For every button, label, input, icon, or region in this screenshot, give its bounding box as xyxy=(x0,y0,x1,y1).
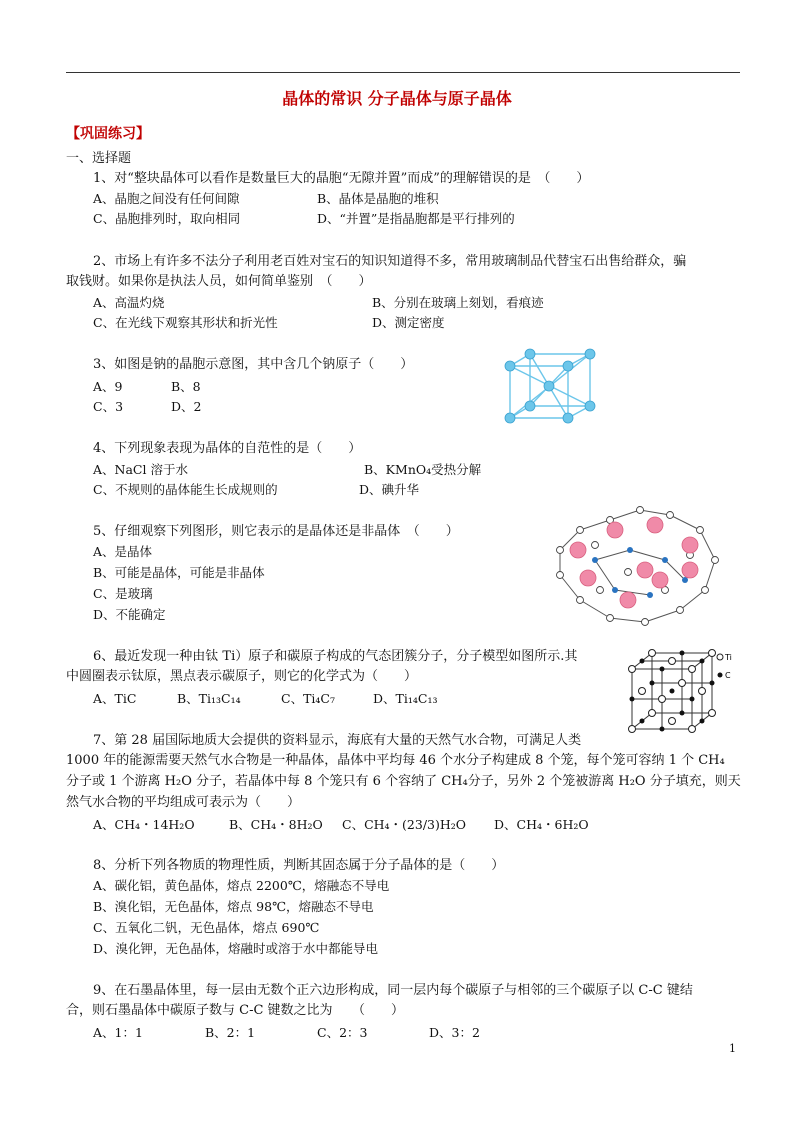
q2-option-b: B、分别在玻璃上刻划，看痕迹 xyxy=(372,295,544,310)
part-heading: 一、选择题 xyxy=(66,151,132,166)
q3-option-c: C、3 xyxy=(93,399,124,414)
q3-stem: 3、如图是钠的晶胞示意图，其中含几个钠原子（ ） xyxy=(93,357,414,372)
sodium-unit-cell-figure xyxy=(500,346,604,428)
q6-option-d: D、Ti₁₄C₁₃ xyxy=(373,691,438,706)
q4-option-b: B、KMnO₄受热分解 xyxy=(364,462,482,477)
q3-option-d: D、2 xyxy=(171,399,202,414)
q8-option-a: A、碳化铝，黄色晶体，熔点 2200℃，熔融态不导电 xyxy=(93,878,390,893)
q4-option-c: C、不规则的晶体能生长成规则的 xyxy=(93,482,278,497)
q9-option-b: B、2：1 xyxy=(205,1025,256,1040)
q3-option-b: B、8 xyxy=(171,379,201,394)
q2-option-d: D、测定密度 xyxy=(372,315,445,330)
q2-option-a: A、高温灼烧 xyxy=(93,295,165,310)
header-rule xyxy=(66,72,740,73)
legend-c-label: C xyxy=(725,671,731,680)
q4-option-d: D、碘升华 xyxy=(359,482,420,497)
legend-ti-label: Ti xyxy=(725,653,732,662)
section-label: 【巩固练习】 xyxy=(66,126,150,142)
q7-option-a: A、CH₄・14H₂O xyxy=(93,817,195,832)
q7-stem-line3: 分子或 1 个游离 H₂O 分子，若晶体中每 8 个笼只有 6 个容纳了 CH₄分子，另外 2 个笼被游离 H₂O 分子填充，则天 xyxy=(66,774,741,789)
q1-option-c: C、晶胞排列时，取向相同 xyxy=(93,211,241,226)
q5-option-b: B、可能是晶体，可能是非晶体 xyxy=(93,565,265,580)
q8-option-b: B、溴化铝，无色晶体，熔点 98℃，熔融态不导电 xyxy=(93,899,374,914)
q9-option-d: D、3：2 xyxy=(429,1025,480,1040)
q7-option-b: B、CH₄・8H₂O xyxy=(229,817,323,832)
q8-option-d: D、溴化钾，无色晶体，熔融时或溶于水中都能导电 xyxy=(93,941,379,956)
q2-stem-line2: 取钱财。如果你是执法人员，如何简单鉴别 （ ） xyxy=(66,274,372,289)
titanium-carbide-cluster-figure xyxy=(626,647,740,737)
q7-option-d: D、CH₄・6H₂O xyxy=(494,817,589,832)
q1-option-b: B、晶体是晶胞的堆积 xyxy=(317,191,439,206)
page-title: 晶体的常识 分子晶体与原子晶体 xyxy=(282,89,512,108)
q7-option-c: C、CH₄・(23/3)H₂O xyxy=(342,817,467,832)
q4-stem: 4、下列现象表现为晶体的自范性的是（ ） xyxy=(93,441,362,456)
q1-stem: 1、对“整块晶体可以看作是数量巨大的晶胞“无隙并置”而成”的理解错误的是 （ ） xyxy=(93,171,590,186)
q9-option-a: A、1：1 xyxy=(93,1025,143,1040)
amorphous-structure-figure xyxy=(540,490,730,635)
q6-option-b: B、Ti₁₃C₁₄ xyxy=(177,691,241,706)
q8-stem: 8、分析下列各物质的物理性质，判断其固态属于分子晶体的是（ ） xyxy=(93,858,505,873)
q2-option-c: C、在光线下观察其形状和折光性 xyxy=(93,315,278,330)
q5-stem: 5、仔细观察下列图形，则它表示的是晶体还是非晶体 （ ） xyxy=(93,524,459,539)
q7-stem-line4: 然气水合物的平均组成可表示为（ ） xyxy=(66,795,301,810)
q9-option-c: C、2：3 xyxy=(317,1025,368,1040)
q2-stem-line1: 2、市场上有许多不法分子利用老百姓对宝石的知识知道得不多，常用玻璃制品代替宝石出售给群众，骗 xyxy=(93,254,687,269)
q1-option-a: A、晶胞之间没有任何间隙 xyxy=(93,191,240,206)
q3-option-a: A、9 xyxy=(93,379,123,394)
q9-stem-line2: 合，则石墨晶体中碳原子数与 C-C 键数之比为 （ ） xyxy=(66,1003,405,1018)
q8-option-c: C、五氧化二钒，无色晶体，熔点 690℃ xyxy=(93,920,320,935)
q5-option-d: D、不能确定 xyxy=(93,607,166,622)
q7-stem-line1: 7、第 28 届国际地质大会提供的资料显示，海底有大量的天然气水合物，可满足人类 xyxy=(93,733,582,748)
q6-stem-line2: 中圆圈表示钛原，黑点表示碳原子，则它的化学式为（ ） xyxy=(66,669,418,684)
q6-stem-line1: 6、最近发现一种由钛 Ti）原子和碳原子构成的气态团簇分子，分子模型如图所示.其 xyxy=(93,649,578,664)
q9-stem-line1: 9、在石墨晶体里，每一层由无数个正六边形构成，同一层内每个碳原子与相邻的三个碳原子以 C-C 键结 xyxy=(93,983,693,998)
q5-option-c: C、是玻璃 xyxy=(93,586,153,601)
q1-option-d: D、“并置”是指晶胞都是平行排列的 xyxy=(317,211,515,226)
q5-option-a: A、是晶体 xyxy=(93,544,153,559)
q4-option-a: A、NaCl 溶于水 xyxy=(93,462,188,477)
q6-option-c: C、Ti₄C₇ xyxy=(281,691,335,706)
q7-stem-line2: 1000 年的能源需要天然气水合物是一种晶体，晶体中平均每 46 个水分子构建成 8 个笼，每个笼可容纳 1 个 CH₄ xyxy=(66,753,725,768)
q6-option-a: A、TiC xyxy=(93,691,137,706)
page-number: 1 xyxy=(729,1042,736,1055)
